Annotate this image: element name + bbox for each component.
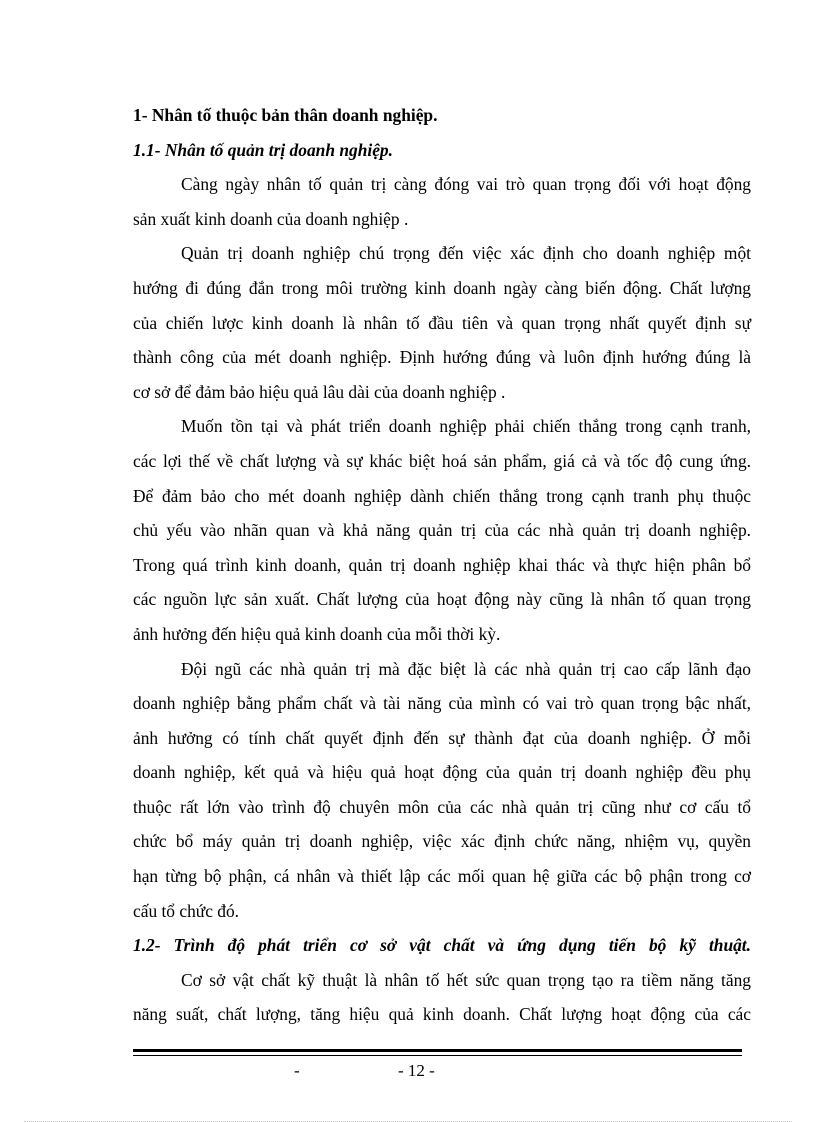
paragraph-line: chức bổ máy quản trị doanh nghiệp, việc xác định chức năng, nhiệm vụ, quyền xyxy=(133,831,751,852)
paragraph-line: ảnh hưởng có tính chất quyết định đến sự thành đạt của doanh nghiệp. Ở mỗi xyxy=(133,727,751,748)
page-bottom-border xyxy=(24,1121,792,1122)
paragraph-line: cấu tổ chức đó. xyxy=(133,900,239,921)
paragraph-line: các nguồn lực sản xuất. Chất lượng của hoạt động này cũng là nhân tố quan trọng xyxy=(133,589,751,610)
paragraph-line: các lợi thế về chất lượng và sự khác biệt hoá sản phẩm, giá cả và tốc độ cung ứng. xyxy=(133,450,751,471)
footer-rule-thin xyxy=(133,1055,742,1056)
paragraph-line: doanh nghiệp, kết quả và hiệu quả hoạt động của quản trị doanh nghiệp đều phụ xyxy=(133,762,751,783)
subsection-heading: 1.1- Nhân tố quản trị doanh nghiệp. xyxy=(133,139,393,160)
paragraph-line: thành công của mét doanh nghiệp. Định hướng đúng và luôn định hướng đúng là xyxy=(133,347,751,368)
paragraph-line: Trong quá trình kinh doanh, quản trị doanh nghiệp khai thác và thực hiện phân bổ xyxy=(133,554,751,575)
paragraph-line: của chiến lược kinh doanh là nhân tố đầu tiên và quan trọng nhất quyết định sự xyxy=(133,312,751,333)
paragraph-line: Cơ sở vật chất kỹ thuật là nhân tố hết sức quan trọng tạo ra tiềm năng tăng xyxy=(181,969,751,990)
paragraph-line: hướng đi đúng đắn trong môi trường kinh doanh ngày càng biến động. Chất lượng xyxy=(133,277,751,298)
paragraph-line: sản xuất kinh doanh của doanh nghiệp . xyxy=(133,208,409,229)
footer-dash: - xyxy=(294,1061,300,1080)
paragraph-line: năng suất, chất lượng, tăng hiệu quả kinh doanh. Chất lượng hoạt động của các xyxy=(133,1004,751,1025)
paragraph-line: chủ yếu vào nhãn quan và khả năng quản trị của các nhà quản trị doanh nghiệp. xyxy=(133,520,751,541)
document-body xyxy=(133,98,751,1032)
paragraph-line: doanh nghiệp bằng phẩm chất và tài năng của mình có vai trò quan trọng bậc nhất, xyxy=(133,693,751,714)
paragraph-line: hạn từng bộ phận, cá nhân và thiết lập các mối quan hệ giữa các bộ phận trong cơ xyxy=(133,866,751,887)
paragraph-line: cơ sở để đảm bảo hiệu quả lâu dài của doanh nghiệp . xyxy=(133,381,506,402)
section-heading: 1- Nhân tố thuộc bản thân doanh nghiệp. xyxy=(133,105,438,125)
paragraph-line: Càng ngày nhân tố quản trị càng đóng vai trò quan trọng đối với hoạt động xyxy=(181,174,751,195)
page-number: - 12 - xyxy=(398,1061,435,1080)
paragraph-line: Muốn tồn tại và phát triển doanh nghiệp phải chiến thắng trong cạnh tranh, xyxy=(181,416,751,437)
paragraph-line: thuộc rất lớn vào trình độ chuyên môn của các nhà quản trị cũng như cơ cấu tổ xyxy=(133,796,751,817)
paragraph-line: Đội ngũ các nhà quản trị mà đặc biệt là các nhà quản trị cao cấp lãnh đạo xyxy=(181,658,751,679)
paragraph-line: Quản trị doanh nghiệp chú trọng đến việc xác định cho doanh nghiệp một xyxy=(181,243,751,264)
subsection-heading: 1.2- Trình độ phát triển cơ sở vật chất và ứng dụng tiến bộ kỹ thuật. xyxy=(133,935,751,956)
paragraph-line: Để đảm bảo cho mét doanh nghiệp dành chiến thắng trong cạnh tranh phụ thuộc xyxy=(133,485,751,506)
paragraph-line: ảnh hưởng đến hiệu quả kinh doanh của mỗi thời kỳ. xyxy=(133,623,501,644)
footer-rule-thick xyxy=(133,1049,742,1052)
